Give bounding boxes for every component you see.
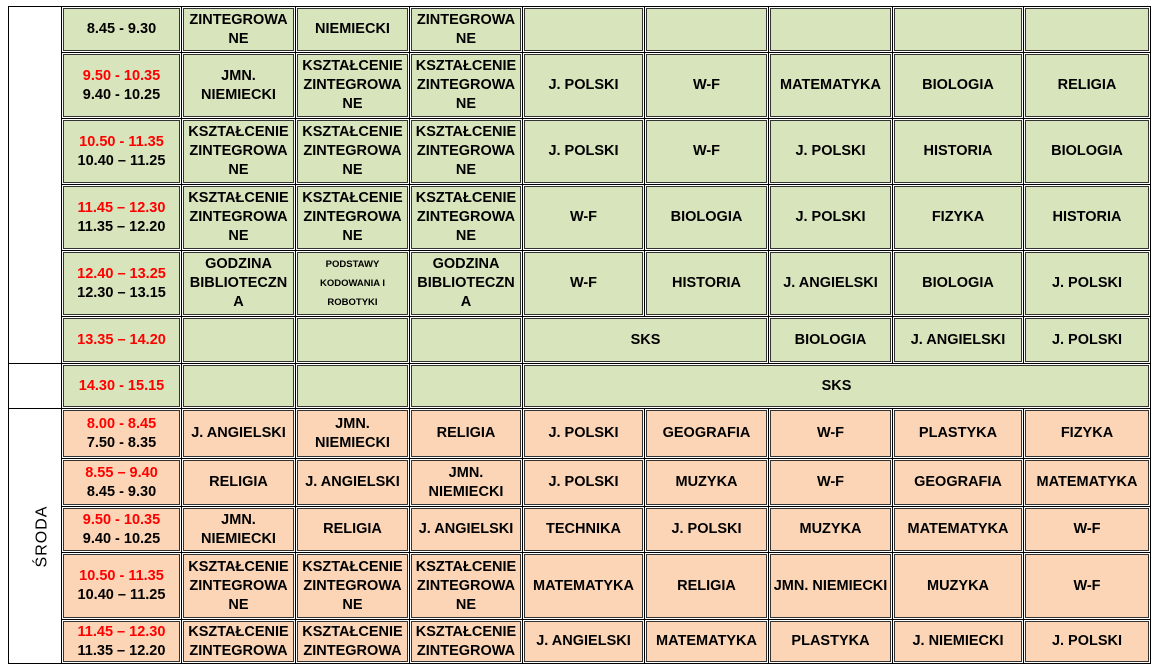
time-label: 10.40 – 11.25	[77, 587, 166, 603]
day-label-cell	[9, 364, 62, 409]
lesson-cell: J. ANGIELSKI	[893, 317, 1024, 364]
lesson-cell: BIOLOGIA	[893, 53, 1024, 119]
day-label-cell	[9, 409, 62, 664]
lesson-cell: J. ANGIELSKI	[523, 620, 645, 664]
lesson-cell: MATEMATYKA	[523, 553, 645, 620]
lesson-cell: MUZYKA	[893, 553, 1024, 620]
time-label-red: 9.50 - 10.35	[82, 511, 161, 528]
lesson-cell: KSZTAŁCENIE ZINTEGROWA NE	[182, 119, 296, 185]
lesson-cell: J. POLSKI	[1024, 251, 1151, 317]
lesson-cell	[296, 364, 410, 409]
lesson-cell: W-F	[769, 459, 893, 507]
lesson-cell: HISTORIA	[645, 251, 769, 317]
time-cell	[62, 364, 182, 409]
lesson-cell	[893, 7, 1024, 53]
lesson-cell: HISTORIA	[1024, 185, 1151, 251]
lesson-cell: KSZTAŁCENIE ZINTEGROWA NE	[296, 553, 410, 620]
lesson-cell: KSZTAŁCENIE ZINTEGROWA NE	[296, 53, 410, 119]
lesson-cell	[182, 317, 296, 364]
lesson-cell: J. ANGIELSKI	[769, 251, 893, 317]
table-row	[9, 364, 1151, 409]
lesson-cell	[296, 317, 410, 364]
time-label-red: 11.45 – 12.30	[77, 199, 166, 216]
time-label: 9.40 - 10.25	[82, 530, 161, 547]
lesson-cell: KSZTAŁCENIE ZINTEGROWA	[182, 620, 296, 664]
lesson-cell: BIOLOGIA	[1024, 119, 1151, 185]
lesson-cell: GEOGRAFIA	[893, 459, 1024, 507]
time-cell	[62, 317, 182, 364]
lesson-cell: W-F	[523, 251, 645, 317]
lesson-cell: W-F	[1024, 553, 1151, 620]
lesson-cell: JMN. NIEMIECKI	[769, 553, 893, 620]
lesson-cell	[1024, 7, 1151, 53]
lesson-cell: SKS	[523, 317, 769, 364]
time-label-red: 9.50 - 10.35	[82, 67, 161, 84]
lesson-cell: J. POLSKI	[523, 119, 645, 185]
lesson-cell: FIZYKA	[893, 185, 1024, 251]
lesson-cell: J. POLSKI	[523, 459, 645, 507]
time-label: 11.35 – 12.20	[77, 218, 166, 235]
lesson-cell: KSZTAŁCENIE ZINTEGROWA	[410, 620, 523, 664]
lesson-cell: MATEMATYKA	[645, 620, 769, 664]
time-cell	[62, 119, 182, 185]
time-label-red: 10.50 - 11.35	[79, 133, 164, 150]
lesson-cell: RELIGIA	[645, 553, 769, 620]
time-label: 8.45 - 9.30	[86, 483, 157, 500]
time-label-red: 8.00 - 8.45	[86, 415, 157, 432]
table-row	[9, 317, 1151, 364]
lesson-cell: KSZTAŁCENIE ZINTEGROWA NE	[182, 553, 296, 620]
lesson-cell: KSZTAŁCENIE ZINTEGROWA NE	[410, 53, 523, 119]
lesson-cell: BIOLOGIA	[893, 251, 1024, 317]
time-cell	[62, 409, 182, 459]
lesson-cell: KSZTAŁCENIE ZINTEGROWA NE	[182, 185, 296, 251]
lesson-cell: JMN. NIEMIECKI	[296, 409, 410, 459]
lesson-cell	[410, 317, 523, 364]
lesson-cell: J. POLSKI	[769, 119, 893, 185]
lesson-cell: J. POLSKI	[1024, 620, 1151, 664]
lesson-cell: JMN. NIEMIECKI	[410, 459, 523, 507]
lesson-cell: MATEMATYKA	[769, 53, 893, 119]
lesson-cell: W-F	[645, 119, 769, 185]
lesson-cell: GODZINA BIBLIOTECZN A	[410, 251, 523, 317]
lesson-cell: ZINTEGROWA NE	[182, 7, 296, 53]
lesson-cell	[182, 364, 296, 409]
day-label: ŚRODA	[33, 505, 51, 567]
time-cell	[62, 459, 182, 507]
lesson-cell: J. NIEMIECKI	[893, 620, 1024, 664]
lesson-cell: RELIGIA	[410, 409, 523, 459]
lesson-cell: KSZTAŁCENIE ZINTEGROWA NE	[410, 119, 523, 185]
lesson-cell: RELIGIA	[1024, 53, 1151, 119]
table-row	[9, 119, 1151, 185]
lesson-cell	[523, 7, 645, 53]
lesson-cell: MATEMATYKA	[893, 507, 1024, 553]
table-row	[9, 553, 1151, 620]
time-cell	[62, 53, 182, 119]
lesson-cell: TECHNIKA	[523, 507, 645, 553]
lesson-cell: J. POLSKI	[645, 507, 769, 553]
lesson-cell: MUZYKA	[769, 507, 893, 553]
lesson-cell: J. POLSKI	[523, 53, 645, 119]
lesson-cell: J. ANGIELSKI	[182, 409, 296, 459]
lesson-cell: J. ANGIELSKI	[296, 459, 410, 507]
time-cell	[62, 553, 182, 620]
time-label: 8.45 - 9.30	[86, 21, 157, 37]
time-cell	[62, 185, 182, 251]
time-label: 9.40 - 10.25	[82, 86, 161, 103]
lesson-cell: J. POLSKI	[769, 185, 893, 251]
lesson-cell: PODSTAWY KODOWANIA I ROBOTYKI	[296, 251, 410, 317]
lesson-cell: RELIGIA	[296, 507, 410, 553]
lesson-cell: J. POLSKI	[1024, 317, 1151, 364]
time-label-red: 10.50 - 11.35	[79, 568, 164, 584]
time-label-red: 13.35 – 14.20	[77, 331, 166, 348]
lesson-cell: MUZYKA	[645, 459, 769, 507]
lesson-cell: PLASTYKA	[769, 620, 893, 664]
lesson-cell: MATEMATYKA	[1024, 459, 1151, 507]
time-label-red: 14.30 - 15.15	[78, 377, 165, 394]
table-row	[9, 251, 1151, 317]
lesson-cell	[645, 7, 769, 53]
time-cell	[62, 251, 182, 317]
lesson-cell: GODZINA BIBLIOTECZN A	[182, 251, 296, 317]
lesson-cell: PLASTYKA	[893, 409, 1024, 459]
table-row	[9, 620, 1151, 664]
time-cell	[62, 507, 182, 553]
lesson-cell: KSZTAŁCENIE ZINTEGROWA NE	[296, 185, 410, 251]
lesson-cell: KSZTAŁCENIE ZINTEGROWA NE	[410, 553, 523, 620]
lesson-cell: W-F	[645, 53, 769, 119]
time-cell	[62, 620, 182, 664]
time-cell	[62, 7, 182, 53]
lesson-cell: W-F	[1024, 507, 1151, 553]
time-label-red: 11.45 – 12.30	[77, 623, 166, 640]
lesson-cell: KSZTAŁCENIE ZINTEGROWA NE	[410, 185, 523, 251]
time-label-red: 12.40 – 13.25	[77, 265, 166, 282]
lesson-cell: KSZTAŁCENIE ZINTEGROWA	[296, 620, 410, 664]
day-label-cell	[9, 7, 62, 364]
time-label: 11.35 – 12.20	[77, 642, 166, 659]
lesson-cell: J. ANGIELSKI	[410, 507, 523, 553]
table-row	[9, 7, 1151, 53]
time-label: 7.50 - 8.35	[86, 434, 157, 451]
lesson-cell: HISTORIA	[893, 119, 1024, 185]
lesson-cell: FIZYKA	[1024, 409, 1151, 459]
lesson-cell: KSZTAŁCENIE ZINTEGROWA NE	[296, 119, 410, 185]
time-label-red: 8.55 – 9.40	[85, 464, 158, 481]
lesson-cell: W-F	[523, 185, 645, 251]
lesson-cell: BIOLOGIA	[645, 185, 769, 251]
lesson-cell: GEOGRAFIA	[645, 409, 769, 459]
time-label: 10.40 – 11.25	[77, 152, 166, 169]
lesson-cell: JMN. NIEMIECKI	[182, 507, 296, 553]
lesson-cell: RELIGIA	[182, 459, 296, 507]
lesson-cell: ZINTEGROWA NE	[410, 7, 523, 53]
lesson-cell: SKS	[523, 364, 1151, 409]
table-row	[9, 185, 1151, 251]
lesson-cell: BIOLOGIA	[769, 317, 893, 364]
table-row	[9, 53, 1151, 119]
lesson-cell: W-F	[769, 409, 893, 459]
lesson-cell: JMN. NIEMIECKI	[182, 53, 296, 119]
lesson-cell: NIEMIECKI	[296, 7, 410, 53]
lesson-cell	[410, 364, 523, 409]
timetable	[8, 6, 1151, 664]
time-label: 12.30 – 13.15	[77, 284, 166, 301]
table-row	[9, 409, 1151, 459]
lesson-cell: J. POLSKI	[523, 409, 645, 459]
lesson-cell	[769, 7, 893, 53]
table-row	[9, 459, 1151, 507]
table-row	[9, 507, 1151, 553]
